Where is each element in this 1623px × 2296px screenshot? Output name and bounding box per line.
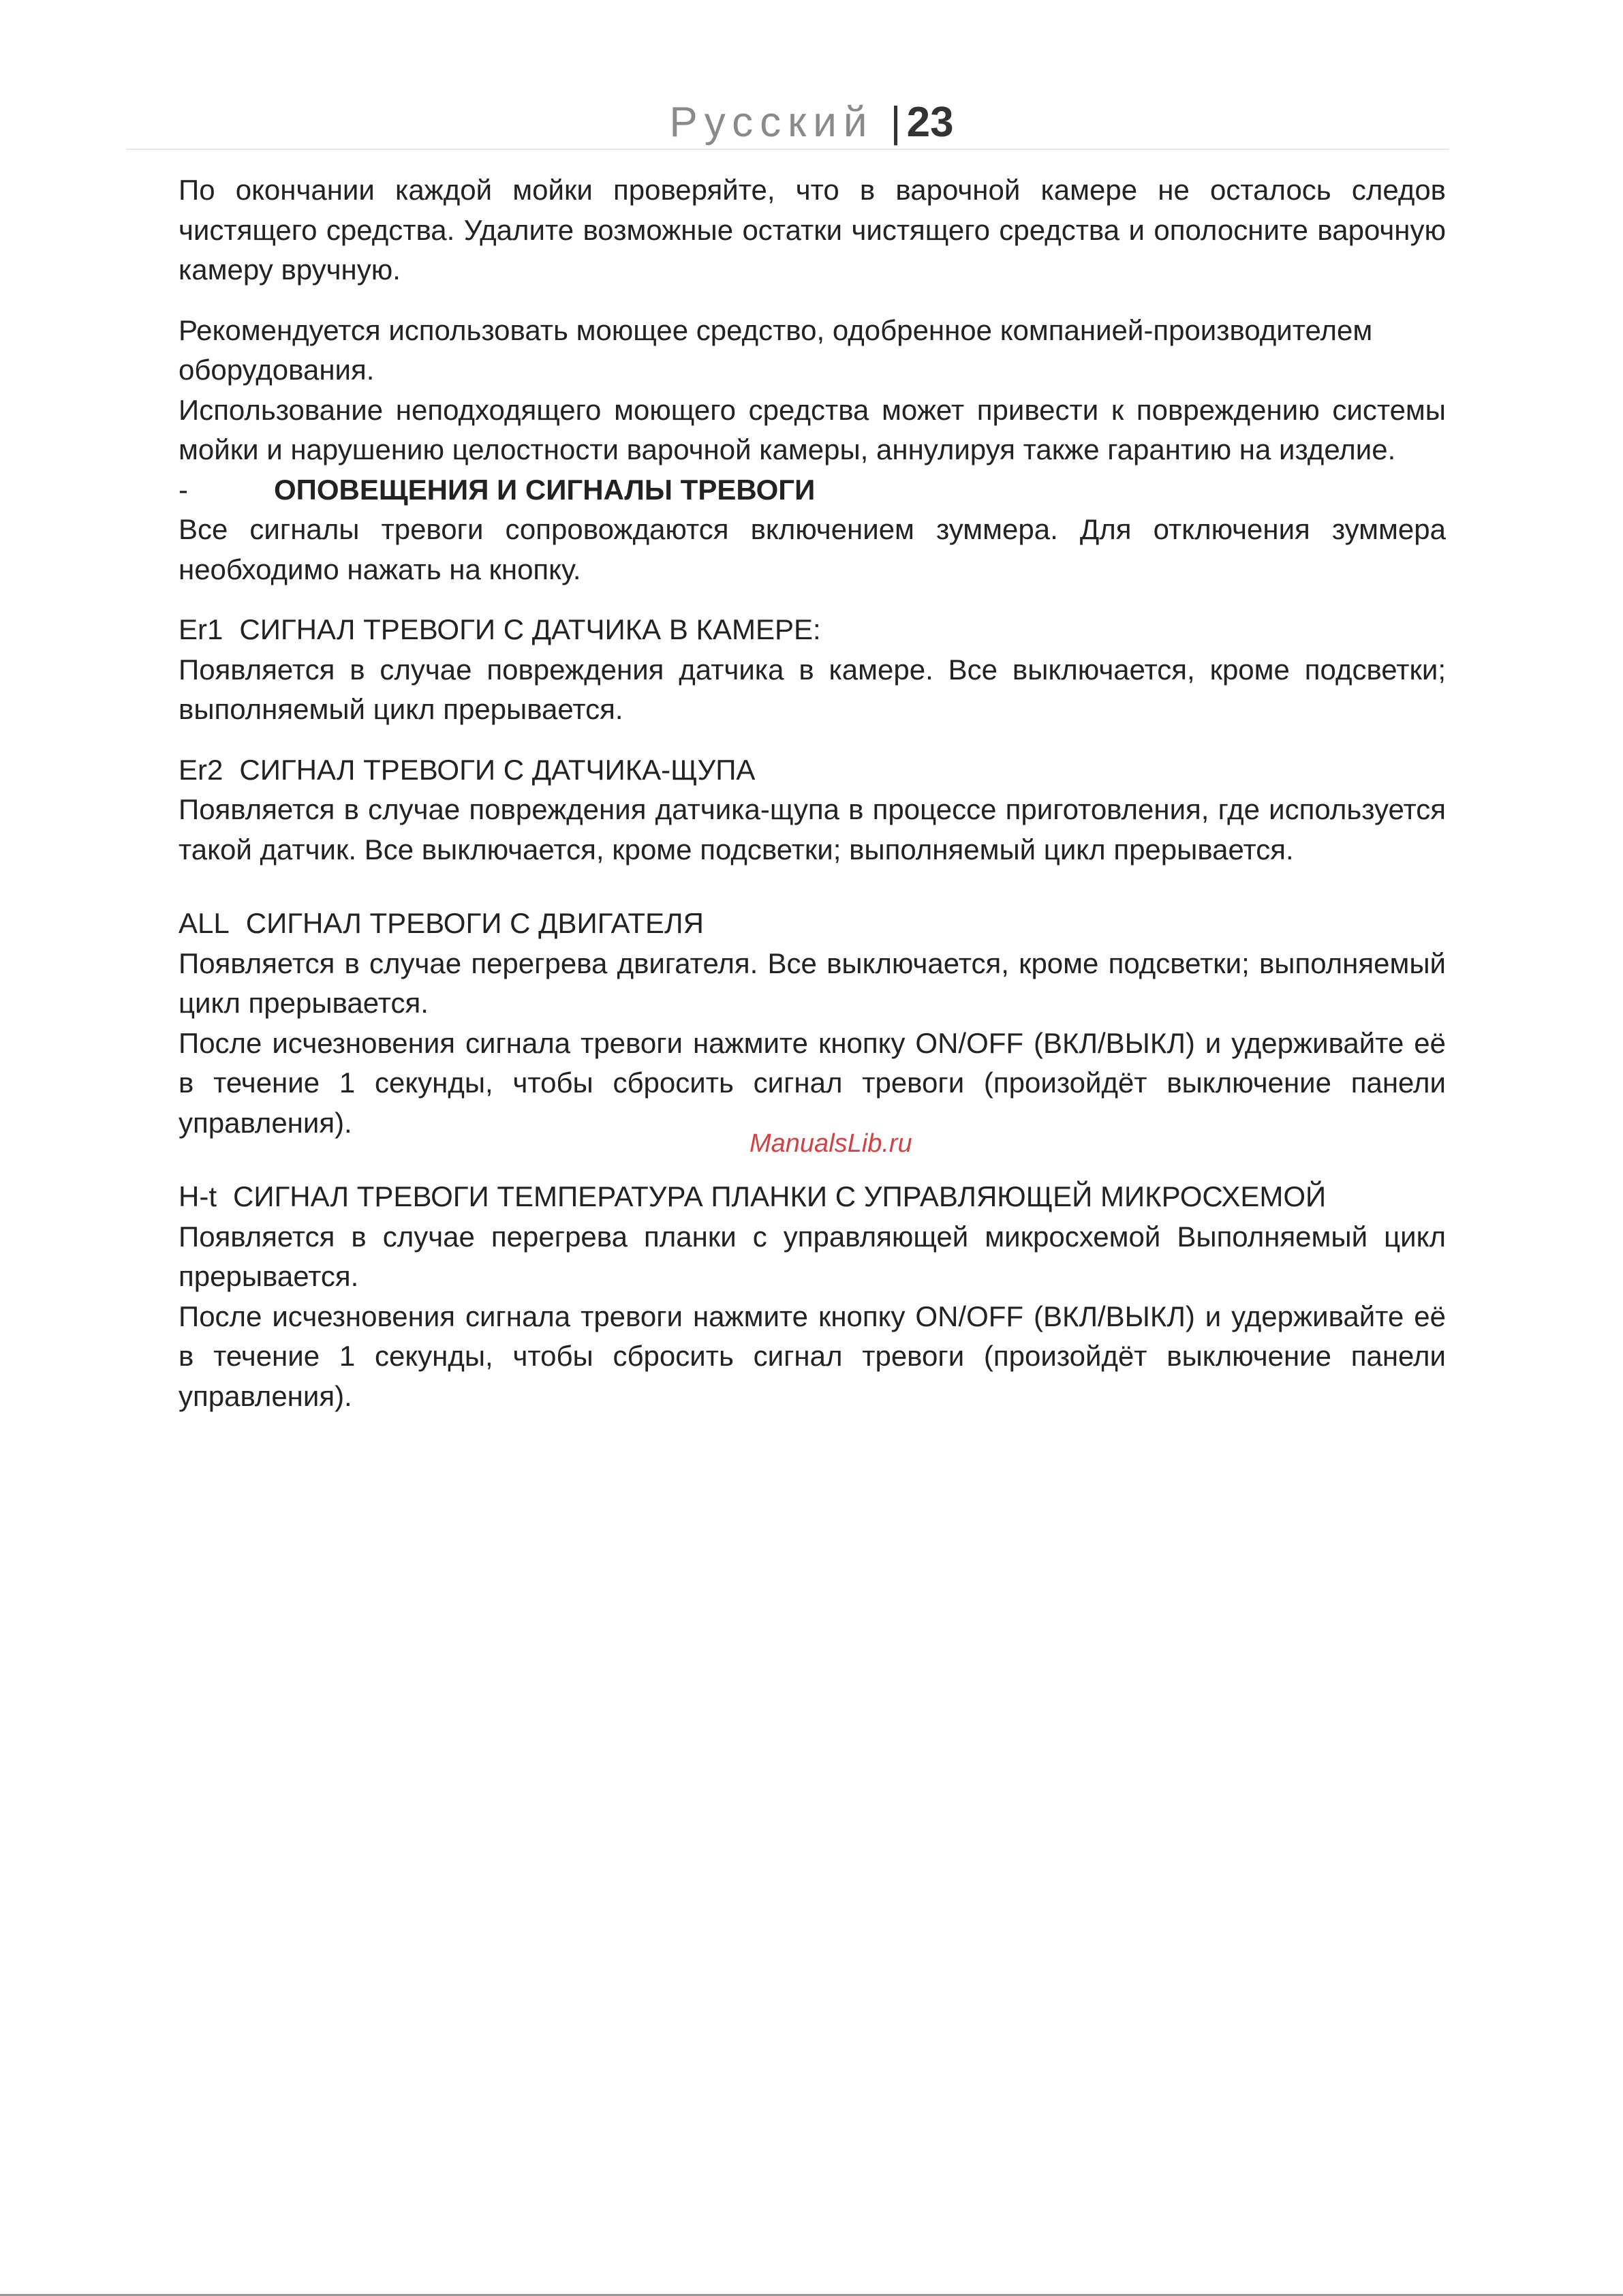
alarm-code: Er2 bbox=[179, 753, 223, 786]
alarm-code: ALL bbox=[179, 907, 230, 939]
paragraph-buzzer: Все сигналы тревоги сопровождаются включением зуммера. Для отключения зуммера необходимо нажать на кнопку. bbox=[179, 513, 1446, 585]
header-divider bbox=[126, 149, 1449, 150]
section-heading bbox=[179, 470, 1446, 510]
section-bullet: - bbox=[179, 473, 188, 506]
alarm-all bbox=[179, 904, 1446, 1143]
alarm-er2 bbox=[179, 750, 1446, 870]
alarm-title-text: СИГНАЛ ТРЕВОГИ С ДВИГАТЕЛЯ bbox=[245, 907, 704, 939]
alarm-code: Er1 bbox=[179, 613, 223, 645]
alarm-reset-instructions: После исчезновения сигнала тревоги нажмите кнопку ON/OFF (ВКЛ/ВЫКЛ) и удерживайте её в течение 1 секунды, чтобы сбросить сигнал тревоги (произойдёт выключение панели управления). bbox=[179, 1300, 1446, 1412]
document-body bbox=[179, 170, 1446, 1416]
alarm-ht bbox=[179, 1177, 1446, 1416]
paragraph-unsuitable-detergent: Использование неподходящего моющего средства может привести к повреждению системы мойки и нарушению целостности варочной камеры, аннулируя также гарантию на изделие. bbox=[179, 393, 1446, 465]
alarm-title bbox=[179, 610, 1446, 650]
alarm-description: Появляется в случае повреждения датчика в камере. Все выключается, кроме подсветки; выполняемый цикл прерывается. bbox=[179, 653, 1446, 725]
paragraph-after-wash-check: По окончании каждой мойки проверяйте, что в варочной камере не осталось следов чистящего средства. Удалите возможные остатки чистящего средства и ополосните варочную камеру вручную. bbox=[179, 174, 1446, 286]
header-language: Русский bbox=[669, 99, 874, 146]
alarm-description: Появляется в случае повреждения датчика-щупа в процессе приготовления, где используется такой датчик. Все выключается, кроме подсветки; выполняемый цикл прерывается. bbox=[179, 793, 1446, 866]
paragraph-recommended-detergent: Рекомендуется использовать моющее средство, одобренное компанией-производителем оборудования. bbox=[179, 313, 1373, 386]
alarm-description: Появляется в случае перегрева планки с управляющей микросхемой Выполняемый цикл прерывается. bbox=[179, 1220, 1446, 1292]
page-header bbox=[0, 95, 1623, 150]
alarm-er1 bbox=[179, 610, 1446, 730]
alarm-description: Появляется в случае перегрева двигателя. Все выключается, кроме подсветки; выполняемый цикл прерывается. bbox=[179, 947, 1446, 1019]
alarm-title-text: СИГНАЛ ТРЕВОГИ С ДАТЧИКА-ЩУПА bbox=[239, 753, 756, 786]
alarm-title-text: СИГНАЛ ТРЕВОГИ ТЕМПЕРАТУРА ПЛАНКИ С УПРАВЛЯЮЩЕЙ МИКРОСХЕМОЙ bbox=[233, 1180, 1327, 1212]
alarm-reset-instructions: После исчезновения сигнала тревоги нажмите кнопку ON/OFF (ВКЛ/ВЫКЛ) и удерживайте её в течение 1 секунды, чтобы сбросить сигнал тревоги (произойдёт выключение панели управления). bbox=[179, 1026, 1446, 1139]
alarm-title-text: СИГНАЛ ТРЕВОГИ С ДАТЧИКА В КАМЕРЕ: bbox=[239, 613, 821, 645]
alarm-code: H-t bbox=[179, 1180, 217, 1212]
section-heading-text: ОПОВЕЩЕНИЯ И СИГНАЛЫ ТРЕВОГИ bbox=[274, 473, 816, 506]
alarm-title bbox=[179, 1177, 1446, 1217]
alarm-title bbox=[179, 750, 1446, 791]
page-number: 23 bbox=[906, 99, 954, 146]
watermark-link[interactable]: ManualsLib.ru bbox=[749, 1129, 912, 1158]
header-separator: | bbox=[890, 99, 901, 146]
alarm-title bbox=[179, 904, 1446, 944]
